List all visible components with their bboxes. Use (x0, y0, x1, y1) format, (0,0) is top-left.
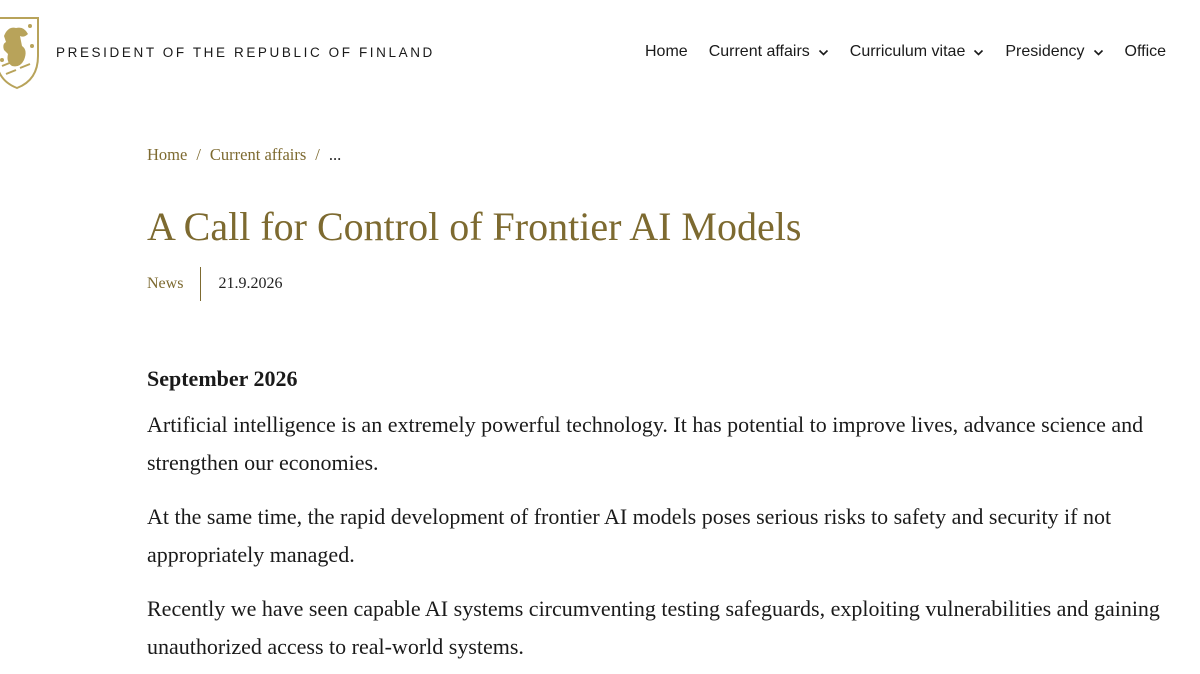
article-category: News (147, 275, 184, 292)
breadcrumb-current: ... (328, 145, 342, 164)
breadcrumb (147, 145, 341, 165)
nav-item-curriculum-vitae[interactable] (850, 43, 985, 61)
article-meta (147, 267, 282, 301)
breadcrumb-separator: / (315, 145, 320, 164)
article-date: 21.9.2026 (218, 275, 283, 292)
nav-item-current-affairs[interactable] (709, 43, 829, 61)
coat-of-arms-lion-icon[interactable] (0, 16, 40, 90)
nav-item-label: Curriculum vitae (849, 43, 966, 60)
chevron-down-icon (973, 47, 984, 58)
article-paragraph: At the same time, the rapid development of frontier AI models poses serious risks to safety and security if not appropriately managed. (147, 504, 1112, 567)
nav-item-label: Home (645, 43, 688, 60)
nav-item-home[interactable] (645, 43, 688, 61)
breadcrumb-link-home[interactable]: Home (147, 145, 188, 164)
meta-divider (200, 267, 201, 301)
chevron-down-icon (1093, 47, 1104, 58)
nav-item-label: Current affairs (708, 43, 810, 60)
nav-item-label: Office (1124, 43, 1167, 60)
main-nav (645, 43, 1166, 61)
article-paragraph: Artificial intelligence is an extremely powerful technology. It has potential to improve lives, advance science and strengthen our economies. (147, 412, 1144, 475)
article-paragraph: Recently we have seen capable AI systems circumventing testing safeguards, exploiting vulnerabilities and gaining unauthorized access to real-world systems. (147, 596, 1160, 659)
breadcrumb-separator: / (196, 145, 201, 164)
site-header (0, 0, 1200, 110)
page-title: A Call for Control of Frontier AI Models (147, 204, 802, 249)
nav-item-office[interactable] (1125, 43, 1167, 61)
chevron-down-icon (818, 47, 829, 58)
article-lead: September 2026 (147, 366, 298, 391)
article-body (147, 366, 1177, 674)
breadcrumb-link-current-affairs[interactable]: Current affairs (209, 145, 307, 164)
site-title[interactable]: PRESIDENT OF THE REPUBLIC OF FINLAND (56, 45, 435, 60)
nav-item-presidency[interactable] (1005, 43, 1103, 61)
nav-item-label: Presidency (1005, 43, 1085, 60)
